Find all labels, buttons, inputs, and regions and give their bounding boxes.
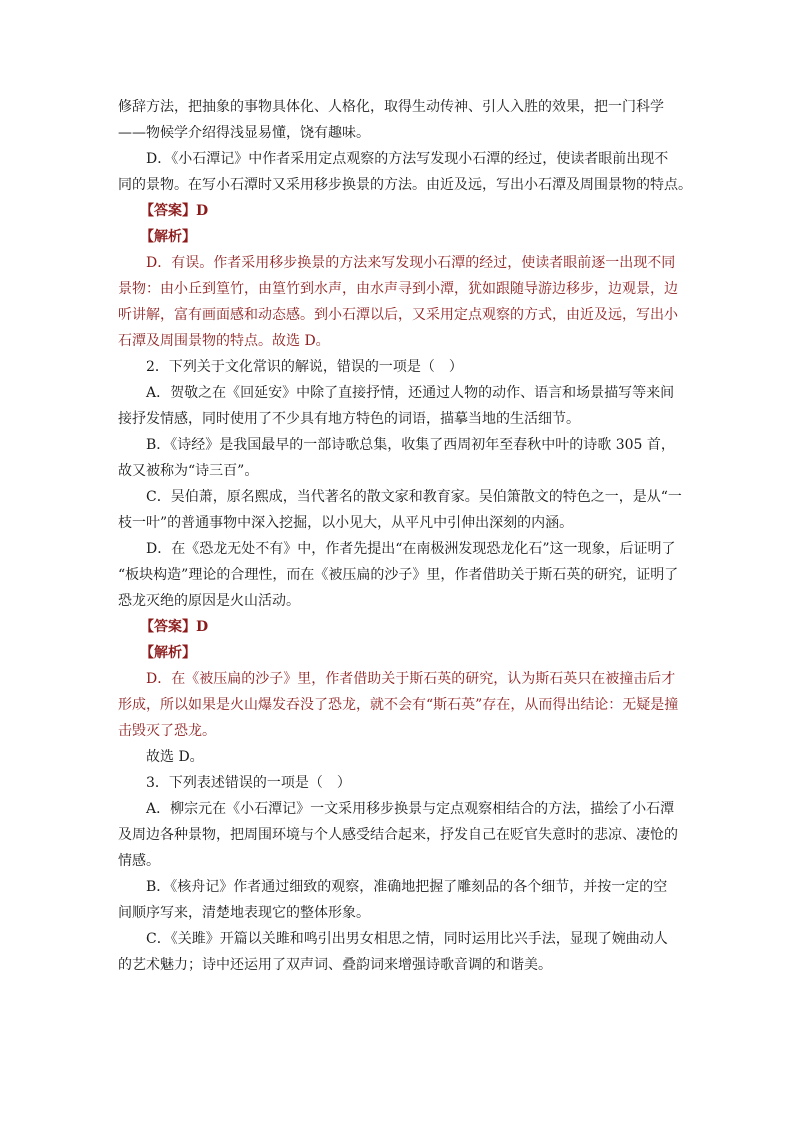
text-line: 修辞方法，把抽象的事物具体化、人格化，取得生动传神、引人入胜的效果，把一门科学 xyxy=(118,99,664,115)
question-3-stem: 3．下列表述错误的一项是（ ） xyxy=(146,775,351,791)
q2-option-b: 故又被称为“诗三百”。 xyxy=(118,463,259,479)
q2-option-c: 枝一叶”的普通事物中深入挖掘，以小见大，从平凡中引伸出深刻的内涵。 xyxy=(118,515,574,531)
analysis-line: 景物：由小丘到篁竹，由篁竹到水声，由水声寻到小潭，犹如跟随导游边移步，边观景，边 xyxy=(118,281,678,297)
q2-option-a: A．贺敬之在《回延安》中除了直接抒情，还通过人物的动作、语言和场景描写等来间 xyxy=(146,385,675,401)
q3-option-c: C．《关雎》开篇以关雎和鸣引出男女相思之情，同时运用比兴手法，显现了婉曲动人 xyxy=(146,931,668,947)
q2-option-d: 恐龙灭绝的原因是火山活动。 xyxy=(118,593,300,609)
analysis-line: 击毁灭了恐龙。 xyxy=(118,723,216,739)
q3-option-c: 的艺术魅力；诗中还运用了双声词、叠韵词来增强诗歌音调的和谐美。 xyxy=(118,957,552,973)
q3-option-a: 及周边各种景物，把周围环境与个人感受结合起来，抒发自己在贬官失意时的悲凉、凄怆的 xyxy=(118,827,678,843)
answer-label: 【答案】D xyxy=(140,203,209,219)
question-2-stem: 2．下列关于文化常识的解说，错误的一项是（ ） xyxy=(146,359,463,375)
analysis-label: 【解析】 xyxy=(140,229,196,245)
q3-option-a: 情感。 xyxy=(118,853,160,869)
analysis-line: D．在《被压扁的沙子》里，作者借助关于斯石英的研究，认为斯石英只在被撞击后才 xyxy=(146,671,676,687)
q2-option-c: C．吴伯萧，原名熙成，当代著名的散文家和教育家。吴伯箫散文的特色之一，是从“一 xyxy=(146,489,682,505)
document-content xyxy=(118,94,692,978)
option-d-line: 同的景物。在写小石潭时又采用移步换景的方法。由近及远，写出小石潭及周围景物的特点。 xyxy=(118,177,692,193)
q3-option-b: B．《核舟记》作者通过细致的观察，准确地把握了雕刻品的各个细节，并按一定的空 xyxy=(146,879,668,895)
q3-option-b: 间顺序写来，清楚地表现它的整体形象。 xyxy=(118,905,370,921)
analysis-conclusion: 故选 D。 xyxy=(146,749,204,765)
q2-option-a: 接抒发情感，同时使用了不少具有地方特色的词语，描摹当地的生活细节。 xyxy=(118,411,580,427)
q2-option-d: “板块构造”理论的合理性，而在《被压扁的沙子》里，作者借助关于斯石英的研究，证明了 xyxy=(118,567,679,583)
option-d-line: D．《小石潭记》中作者采用定点观察的方法写发现小石潭的经过，使读者眼前出现不 xyxy=(146,151,669,167)
analysis-line: 石潭及周围景物的特点。故选 D。 xyxy=(118,333,330,349)
analysis-label: 【解析】 xyxy=(140,645,196,661)
analysis-line: 形成，所以如果是火山爆发吞没了恐龙，就不会有“斯石英”存在，从而得出结论：无疑是撞 xyxy=(118,697,679,713)
text-line: ——物候学介绍得浅显易懂，饶有趣味。 xyxy=(118,125,370,141)
analysis-line: D．有误。作者采用移步换景的方法来写发现小石潭的经过，使读者眼前逐一出现不同 xyxy=(146,255,676,271)
q3-option-a: A．柳宗元在《小石潭记》一文采用移步换景与定点观察相结合的方法，描绘了小石潭 xyxy=(146,801,675,817)
answer-label: 【答案】D xyxy=(140,619,209,635)
analysis-line: 听讲解，富有画面感和动态感。到小石潭以后，又采用定点观察的方式，由近及远，写出小 xyxy=(118,307,678,323)
q2-option-d: D．在《恐龙无处不有》中，作者先提出“在南极洲发现恐龙化石”这一现象，后证明了 xyxy=(146,541,676,557)
q2-option-b: B．《诗经》是我国最早的一部诗歌总集，收集了西周初年至春秋中叶的诗歌 305 首， xyxy=(146,437,675,453)
